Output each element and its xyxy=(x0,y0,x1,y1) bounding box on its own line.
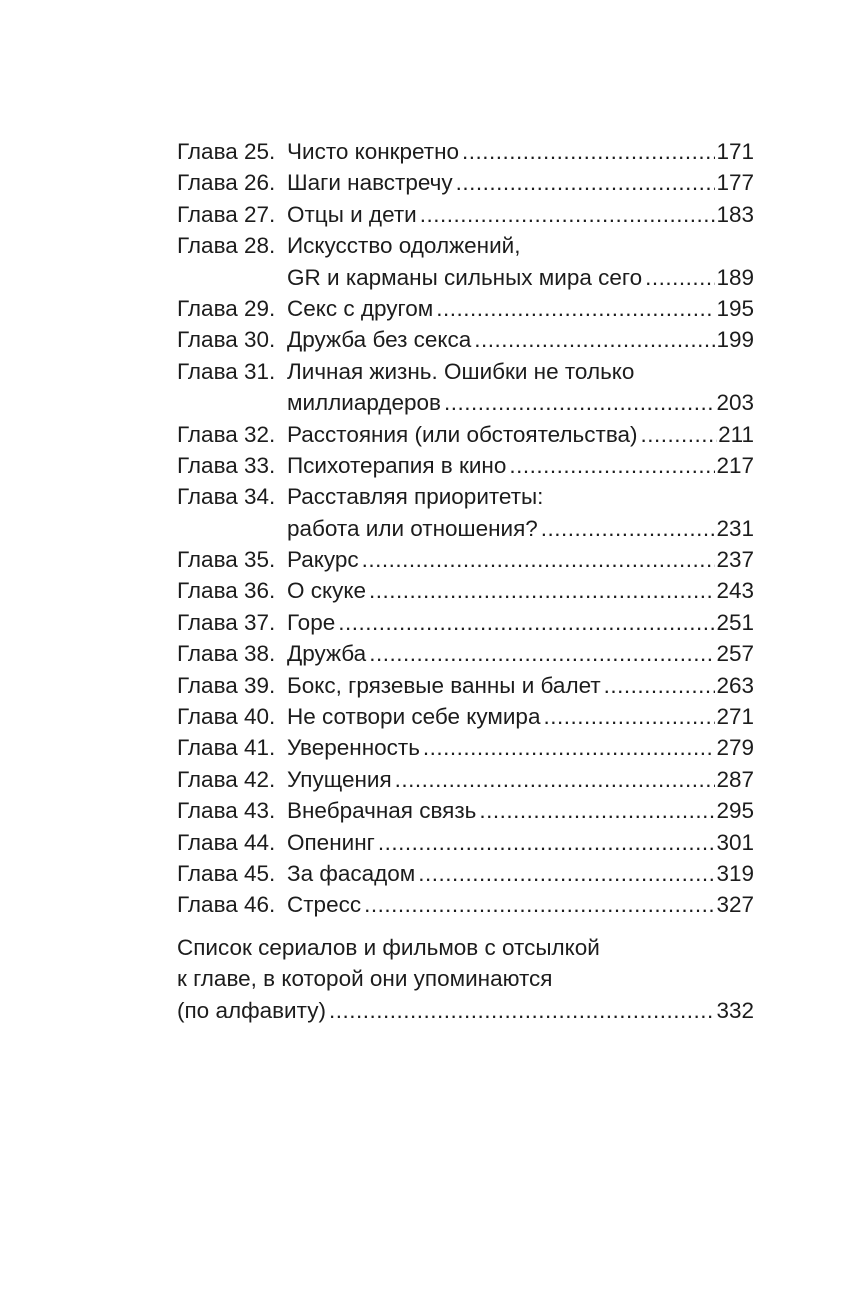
chapter-number: Глава 42. xyxy=(177,766,276,792)
page-number: 231 xyxy=(716,515,754,541)
chapter-title: Дружба xyxy=(287,641,367,667)
chapter-title: Внебрачная связь xyxy=(287,798,477,824)
page-number: 171 xyxy=(716,139,754,164)
chapter-number: Глава 31. xyxy=(177,358,276,384)
chapter-title: Секс с другом xyxy=(287,295,434,321)
page-number: 189 xyxy=(716,264,754,290)
appendix-line xyxy=(177,932,754,963)
chapter-number: Глава 44. xyxy=(177,829,276,855)
toc-entry[interactable] xyxy=(177,544,754,575)
page-number: 195 xyxy=(716,295,754,321)
toc-entry[interactable] xyxy=(177,764,754,795)
dot-leader xyxy=(364,889,715,920)
chapter-number: Глава 46. xyxy=(177,892,276,918)
chapter-number: Глава 43. xyxy=(177,798,276,824)
page-number: 203 xyxy=(716,390,754,416)
dot-leader xyxy=(444,387,715,418)
page-number: 319 xyxy=(716,860,754,886)
toc-entry[interactable] xyxy=(177,732,754,763)
chapter-number: Глава 26. xyxy=(177,170,276,196)
chapter-number: Глава 34. xyxy=(177,484,276,510)
page-number: 237 xyxy=(716,547,754,573)
dot-leader xyxy=(543,701,715,732)
dot-leader xyxy=(423,732,716,763)
chapter-title: Отцы и дети xyxy=(287,201,417,227)
appendix-title: к главе, в которой они упоминаются xyxy=(177,966,553,992)
chapter-number: Глава 45. xyxy=(177,860,276,886)
chapter-title: Упущения xyxy=(287,766,392,792)
page-number: 301 xyxy=(716,829,754,855)
chapter-title: Ракурс xyxy=(287,547,359,573)
page-number: 243 xyxy=(716,578,754,604)
chapter-number: Глава 41. xyxy=(177,735,276,761)
page-number: 263 xyxy=(716,672,754,698)
chapter-title: Искусство одолжений, xyxy=(287,233,521,259)
chapter-title: Личная жизнь. Ошибки не только xyxy=(287,358,635,384)
toc-entry[interactable] xyxy=(177,481,754,512)
chapter-number: Глава 32. xyxy=(177,421,276,447)
dot-leader xyxy=(641,419,718,450)
chapter-number: Глава 29. xyxy=(177,295,276,321)
dot-leader xyxy=(338,607,715,638)
appendix-entry[interactable] xyxy=(177,932,754,1026)
chapter-title: За фасадом xyxy=(287,860,416,886)
page-number: 279 xyxy=(716,735,754,761)
appendix-title: Список сериалов и фильмов с отсылкой xyxy=(177,934,600,960)
dot-leader xyxy=(604,670,716,701)
dot-leader xyxy=(329,995,716,1026)
chapter-title: Не сотвори себе кумира xyxy=(287,704,541,730)
chapter-number: Глава 40. xyxy=(177,704,276,730)
toc-entry[interactable] xyxy=(177,324,754,355)
chapter-title: Бокс, грязевые ванны и балет xyxy=(287,672,601,698)
dot-leader xyxy=(369,638,715,669)
chapter-number: Глава 28. xyxy=(177,233,276,259)
toc-entry[interactable] xyxy=(177,607,754,638)
page-number: 287 xyxy=(716,766,754,792)
dot-leader xyxy=(474,324,715,355)
dot-leader xyxy=(509,450,715,481)
toc-entry[interactable] xyxy=(177,167,754,198)
chapter-number: Глава 36. xyxy=(177,578,276,604)
chapter-title: О скуке xyxy=(287,578,366,604)
toc-entry[interactable] xyxy=(177,795,754,826)
chapter-title: миллиардеров xyxy=(287,390,441,416)
page-number: 257 xyxy=(716,641,754,667)
chapter-number: Глава 38. xyxy=(177,641,276,667)
chapter-title: Уверенность xyxy=(287,735,420,761)
chapter-title: GR и карманы сильных мира сего xyxy=(287,264,643,290)
chapter-title: Расстояния (или обстоятельства) xyxy=(287,421,638,447)
toc-entry[interactable] xyxy=(177,575,754,606)
chapter-title: Шаги навстречу xyxy=(287,170,453,196)
page-number: 211 xyxy=(718,421,754,447)
chapter-title: Чисто конкретно xyxy=(287,139,460,164)
chapter-number: Глава 35. xyxy=(177,547,276,573)
dot-leader xyxy=(479,795,715,826)
chapter-title: Дружба без секса xyxy=(287,327,472,353)
dot-leader xyxy=(362,544,716,575)
toc-entry[interactable] xyxy=(177,293,754,324)
dot-leader xyxy=(541,513,716,544)
page-number: 327 xyxy=(716,892,754,918)
toc-entry[interactable] xyxy=(177,827,754,858)
toc-entry[interactable] xyxy=(177,230,754,261)
appendix-line xyxy=(177,995,754,1026)
toc-entry-continuation[interactable] xyxy=(177,513,754,544)
chapter-title: Расставляя приоритеты: xyxy=(287,484,544,510)
toc-entry[interactable] xyxy=(177,701,754,732)
appendix-line xyxy=(177,963,754,994)
dot-leader xyxy=(462,136,715,167)
dot-leader xyxy=(420,199,716,230)
toc-entry[interactable] xyxy=(177,199,754,230)
dot-leader xyxy=(436,293,715,324)
page-number: 199 xyxy=(716,327,754,353)
dot-leader xyxy=(369,575,715,606)
toc-entry-continuation[interactable] xyxy=(177,262,754,293)
page-number: 177 xyxy=(716,170,754,196)
chapter-number: Глава 27. xyxy=(177,201,276,227)
chapter-title: Стресс xyxy=(287,892,362,918)
toc-entry[interactable] xyxy=(177,136,754,167)
toc-entry[interactable] xyxy=(177,889,754,920)
chapter-title: Опенинг xyxy=(287,829,375,855)
chapter-number: Глава 33. xyxy=(177,452,276,478)
toc-entry[interactable] xyxy=(177,670,754,701)
table-of-contents xyxy=(177,136,754,1026)
chapter-title: Горе xyxy=(287,609,336,635)
dot-leader xyxy=(378,827,716,858)
chapter-number: Глава 39. xyxy=(177,672,276,698)
dot-leader xyxy=(395,764,716,795)
page-number: 217 xyxy=(716,452,754,478)
toc-entry[interactable] xyxy=(177,638,754,669)
chapter-number: Глава 30. xyxy=(177,327,276,353)
page-number: 332 xyxy=(716,997,754,1023)
chapter-title: работа или отношения? xyxy=(287,515,538,541)
dot-leader xyxy=(418,858,715,889)
toc-entry-continuation[interactable] xyxy=(177,387,754,418)
page-number: 183 xyxy=(716,201,754,227)
page-number: 251 xyxy=(716,609,754,635)
appendix-title: (по алфавиту) xyxy=(177,997,326,1023)
page-number: 271 xyxy=(716,704,754,730)
toc-entry[interactable] xyxy=(177,858,754,889)
dot-leader xyxy=(645,262,715,293)
toc-entry[interactable] xyxy=(177,356,754,387)
toc-entry[interactable] xyxy=(177,450,754,481)
toc-entry[interactable] xyxy=(177,419,754,450)
chapter-number: Глава 37. xyxy=(177,609,276,635)
page-number: 295 xyxy=(716,798,754,824)
chapter-number: Глава 25. xyxy=(177,139,276,164)
dot-leader xyxy=(456,167,716,198)
chapter-list xyxy=(177,136,754,921)
chapter-title: Психотерапия в кино xyxy=(287,452,507,478)
